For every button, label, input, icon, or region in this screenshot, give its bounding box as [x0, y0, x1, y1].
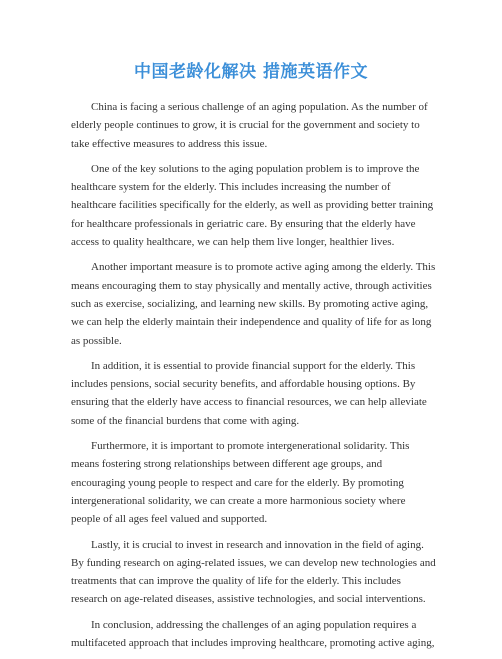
document-body	[71, 98, 436, 659]
paragraph-3: Another important measure is to promote active aging among the elderly. This means encouraging them to stay physically and mentally active, through activities such as exercise, socializing, and learning new skills. By promoting active aging, we can help the elderly maintain their independence and quality of life for as long as possible.	[71, 261, 436, 347]
paragraph-2: One of the key solutions to the aging population problem is to improve the healthcare system for the elderly. This includes increasing the number of healthcare facilities specifically for the elderly, as well as providing better training for healthcare professionals in geriatric care. By ensuring that the elderly have access to quality healthcare, we can help them live longer, healthier lives.	[71, 162, 434, 249]
document-title: 中国老龄化解决 措施英语作文	[134, 62, 368, 82]
paragraph-1: China is facing a serious challenge of an aging population. As the number of elderly people continues to grow, it is crucial for the government and society to take effective measures to address this issue.	[71, 101, 428, 150]
paragraph-6: Lastly, it is crucial to invest in research and innovation in the field of aging. By funding research on aging-related issues, we can develop new technologies and treatments that can improve the quality of life for the elderly. This includes research on age-related diseases, assistive technologies, and social interventions.	[71, 538, 436, 606]
paragraph-7: In conclusion, addressing the challenges of an aging population requires a multifaceted approach that includes improving healthcare, promoting active aging,	[71, 618, 435, 650]
paragraph-4: In addition, it is essential to provide financial support for the elderly. This includes pensions, social security benefits, and affordable housing options. By ensuring that the elderly have access to financial resources, we can help alleviate some of the financial burdens that come with aging.	[71, 359, 427, 427]
paragraph-5: Furthermore, it is important to promote intergenerational solidarity. This means fostering strong relationships between different age groups, and encouraging young people to respect and care for the elderly. By promoting intergenerational solidarity, we can create a more harmonious society where people of all ages feel valued and supported.	[71, 440, 410, 526]
